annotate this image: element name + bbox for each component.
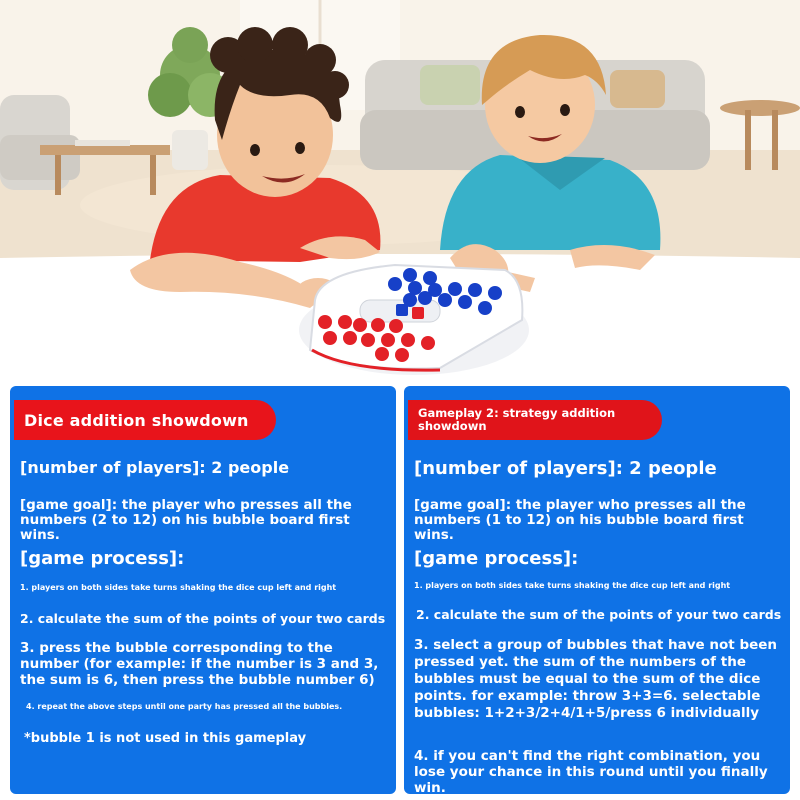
step-3-text: 3. press the bubble corresponding to the number (for example: if the number is 3 and 3, the sum is 6, then press the bubble number 6) bbox=[20, 640, 379, 688]
step-2-text: 2. calculate the sum of the points of your two cards bbox=[416, 607, 782, 622]
gameplay-1-panel bbox=[10, 386, 396, 794]
instruction-panels bbox=[0, 380, 800, 800]
bubble-note-text: *bubble 1 is not used in this gameplay bbox=[24, 731, 307, 746]
gameplay-1-title: Dice addition showdown bbox=[14, 400, 276, 440]
players-text: [number of players]: 2 people bbox=[20, 458, 290, 477]
hero-illustration bbox=[0, 0, 800, 380]
step-2-text: 2. calculate the sum of the points of your two cards bbox=[20, 611, 386, 626]
process-heading: [game process]: bbox=[414, 548, 579, 569]
step-3-text: 3. select a group of bubbles that have not been pressed yet. the sum of the numbers of the bubbles must be equal to the sum of the dice points. for example: throw 3+3=6. selectable bubbles: 1+2+3/2+4/1+5/press 6 individually bbox=[414, 637, 778, 721]
step-4-text: 4. repeat the above steps until one party has pressed all the bubbles. bbox=[26, 702, 343, 711]
gameplay-2-panel bbox=[404, 386, 790, 794]
goal-text: [game goal]: the player who presses all the numbers (2 to 12) on his bubble board first wins. bbox=[20, 497, 352, 543]
bubble-board-toy bbox=[299, 265, 529, 375]
step-4-text: 4. if you can't find the right combination, you lose your chance in this round until you finally win. bbox=[414, 748, 768, 794]
gameplay-2-title: Gameplay 2: strategy addition showdown bbox=[408, 400, 662, 440]
step-1-text: 1. players on both sides take turns shaking the dice cup left and right bbox=[414, 581, 731, 590]
players-text: [number of players]: 2 people bbox=[414, 458, 717, 479]
step-1-text: 1. players on both sides take turns shaking the dice cup left and right bbox=[20, 583, 337, 592]
process-heading: [game process]: bbox=[20, 548, 185, 569]
goal-text: [game goal]: the player who presses all the numbers (1 to 12) on his bubble board first wins. bbox=[414, 497, 746, 543]
